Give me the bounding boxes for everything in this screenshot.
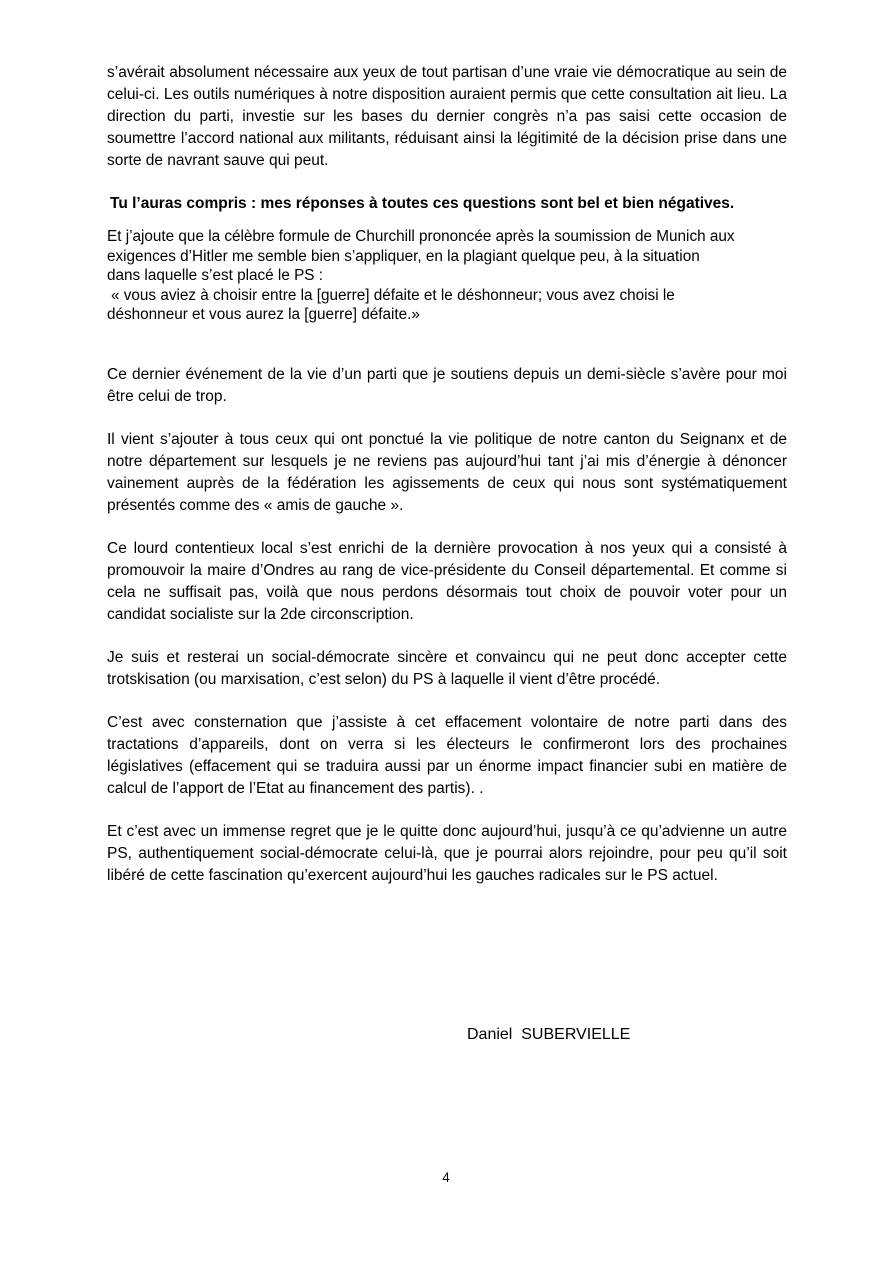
- quote-line: déshonneur et vous aurez la [guerre] défaite.»: [107, 306, 420, 323]
- quote-line: dans laquelle s’est placé le PS :: [107, 267, 323, 284]
- paragraph-consternation: C’est avec consternation que j’assiste à cet effacement volontaire de notre parti dans des tractations d’appareils, dont on verra si les électeurs le confirmeront lors des prochaines législatives (effacement qui se traduira aussi par un énorme impact financier subi en matière de calcul de l’apport de l’Etat au financement des partis). .: [107, 714, 787, 797]
- signature: Daniel SUBERVIELLE: [467, 1026, 631, 1043]
- paragraph-local-politics: Il vient s’ajouter à tous ceux qui ont ponctué la vie politique de notre canton du Seignanx et de notre département sur lesquels je ne reviens pas aujourd’hui tant j’ai mis d’énergie à dénoncer vainement auprès de la fédération les agissements de ceux qui nous sont systématiquement présentés comme des « amis de gauche ».: [107, 431, 787, 514]
- quote-line: exigences d’Hitler me semble bien s’appliquer, en la plagiant quelque peu, à la situation: [107, 247, 700, 265]
- paragraph-intro: s’avérait absolument nécessaire aux yeux de tout partisan d’une vraie vie démocratique au sein de celui-ci. Les outils numériques à notre disposition auraient permis que cette consultation ait lieu. La direction du parti, investie sur les bases du dernier congrès n’a pas saisi cette occasion de soumettre l’accord national aux militants, réduisant ainsi la légitimité de la décision prise dans une sorte de navrant sauve qui peut.: [107, 64, 787, 169]
- churchill-quote-block: [107, 227, 787, 325]
- paragraph-resignation: Et c’est avec un immense regret que je le quitte donc aujourd’hui, jusqu’à ce qu’advienne un autre PS, authentiquement social-démocrate celui-là, que je pourrai alors rejoindre, pour peu qu’il soit libéré de cette fascination qu’exercent aujourd’hui les gauches radicales sur le PS actuel.: [107, 823, 787, 884]
- page-number: 4: [442, 1170, 450, 1185]
- paragraph-last-straw: Ce dernier événement de la vie d’un parti que je soutiens depuis un demi-siècle s’avère pour moi être celui de trop.: [107, 366, 787, 405]
- paragraph-social-democrat: Je suis et resterai un social-démocrate sincère et convaincu qui ne peut donc accepter cette trotskisation (ou marxisation, c’est selon) du PS à laquelle il vient d’être procédé.: [107, 649, 787, 688]
- paragraph-bold-statement: Tu l’auras compris : mes réponses à toutes ces questions sont bel et bien négatives.: [110, 195, 735, 212]
- quote-line: Et j’ajoute que la célèbre formule de Churchill prononcée après la soumission de Munich aux: [107, 228, 735, 245]
- paragraph-local-dispute: Ce lourd contentieux local s’est enrichi de la dernière provocation à nos yeux qui a consisté à promouvoir la maire d’Ondres au rang de vice-présidente du Conseil départemental. Et comme si cela ne suffisait pas, voilà que nous perdons désormais tout choix de pouvoir voter pour un candidat socialiste sur la 2de circonscription.: [107, 540, 787, 623]
- quote-line: « vous aviez à choisir entre la [guerre] défaite et le déshonneur; vous avez choisi le: [111, 286, 675, 304]
